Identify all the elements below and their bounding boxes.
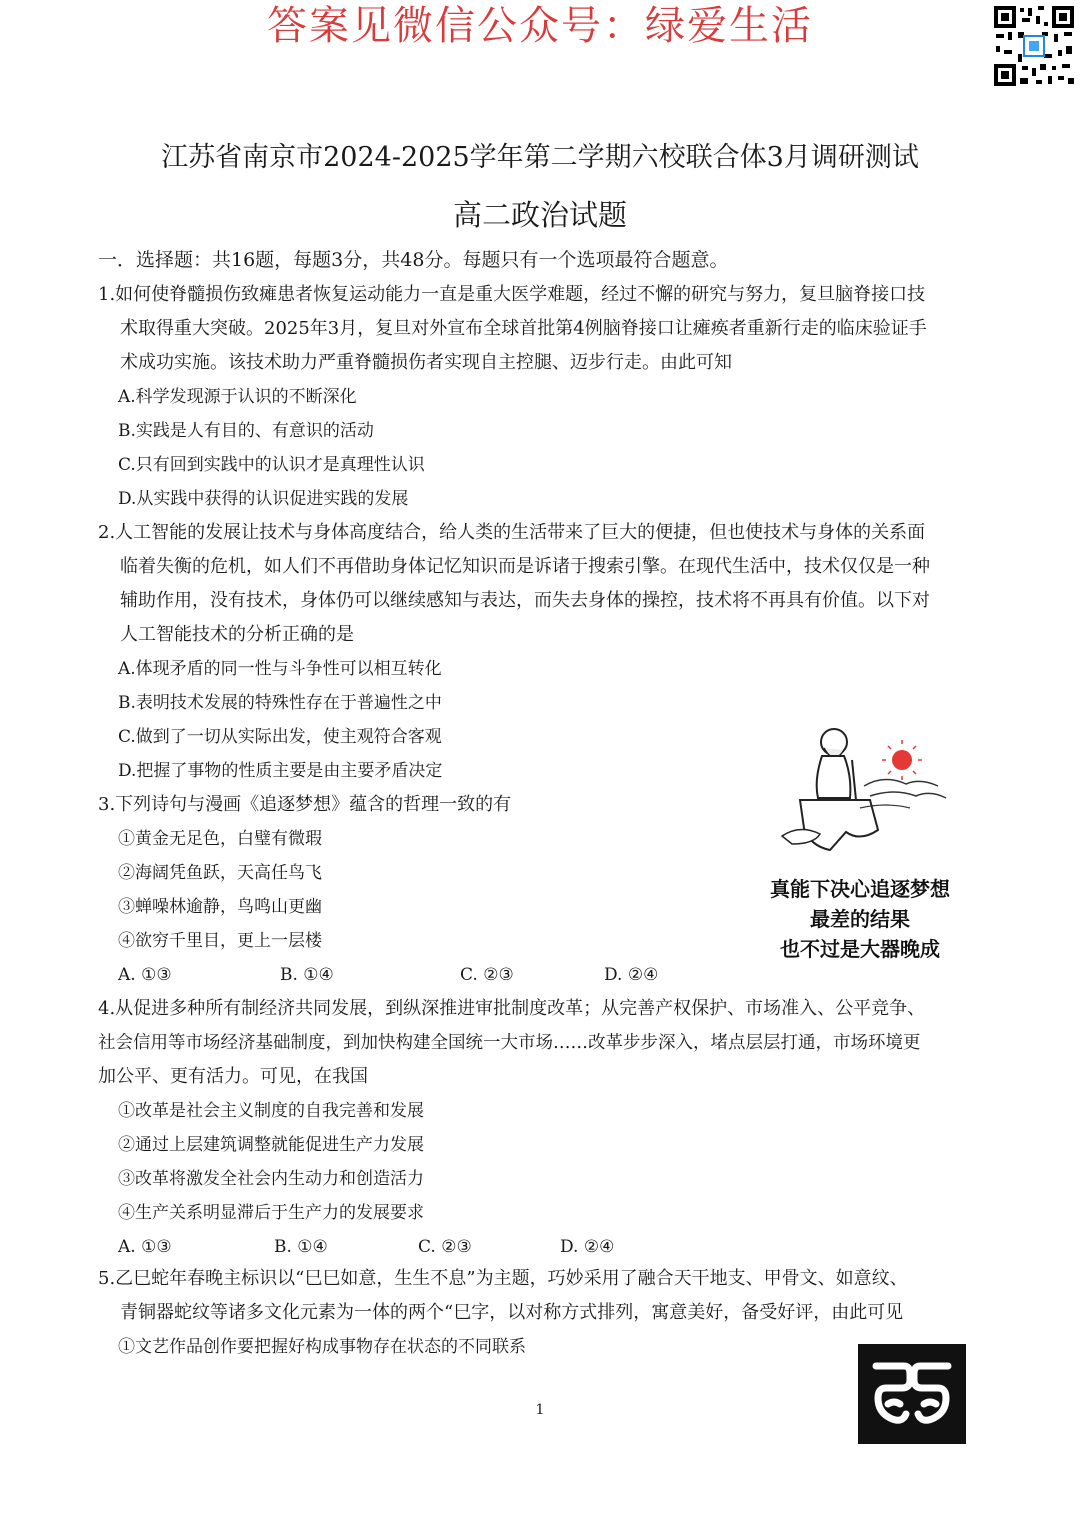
q3-choice-b: B. ①④ bbox=[280, 965, 334, 985]
q4-line-3: 加公平、更有活力。可见，在我国 bbox=[98, 1066, 368, 1087]
q1-line-1: 1.如何使脊髓损伤致瘫患者恢复运动能力一直是重大医学难题，经过不懈的研究与努力，复旦脑脊接口技 bbox=[98, 284, 926, 305]
q3-item-2: ②海阔凭鱼跃，天高任鸟飞 bbox=[118, 863, 322, 883]
exam-subtitle: 高二政治试题 bbox=[452, 198, 627, 232]
cartoon-caption-1: 真能下决心追逐梦想 bbox=[770, 877, 950, 901]
section-heading: 一．选择题：共16题，每题3分，共48分。每题只有一个选项最符合题意。 bbox=[98, 249, 729, 271]
q3-item-3: ③蝉噪林逾静，鸟鸣山更幽 bbox=[118, 897, 322, 917]
q5-line-2: 青铜器蛇纹等诸多文化元素为一体的两个“巳字，以对称方式排列，寓意美好，备受好评，由此可见 bbox=[120, 1302, 904, 1323]
q1-line-2: 术取得重大突破。2025年3月，复旦对外宣布全球首批第4例脑脊接口让瘫痪者重新行走的临床验证手 bbox=[120, 318, 927, 339]
page-number: 1 bbox=[535, 1402, 545, 1418]
q2-line-3: 辅助作用，没有技术，身体仍可以继续感知与表达，而失去身体的操控，技术将不再具有价值。以下对 bbox=[120, 590, 930, 611]
q2-option-c: C.做到了一切从实际出发，使主观符合客观 bbox=[118, 727, 442, 747]
qr-code-image bbox=[992, 4, 1076, 88]
q1-option-b: B.实践是人有目的、有意识的活动 bbox=[118, 421, 374, 441]
q4-choice-d: D. ②④ bbox=[560, 1237, 615, 1257]
q3-line-1: 3.下列诗句与漫画《追逐梦想》蕴含的哲理一致的有 bbox=[98, 794, 512, 815]
q1-line-3: 术成功实施。该技术助力严重脊髓损伤者实现自主控腿、迈步行走。由此可知 bbox=[120, 352, 732, 373]
q2-option-b: B.表明技术发展的特殊性存在于普遍性之中 bbox=[118, 693, 442, 713]
exam-title: 江苏省南京市2024-2025学年第二学期六校联合体3月调研测试 bbox=[161, 142, 919, 173]
q1-option-c: C.只有回到实践中的认识才是真理性认识 bbox=[118, 455, 425, 475]
q2-line-2: 临着失衡的危机，如人们不再借助身体记忆知识而是诉诸于搜索引擎。在现代生活中，技术仅仅是一种 bbox=[120, 556, 930, 577]
spring-festival-snake-logo bbox=[858, 1344, 966, 1444]
cartoon-caption-2: 最差的结果 bbox=[810, 907, 910, 931]
q3-choice-c: C. ②③ bbox=[460, 965, 514, 985]
cartoon-caption-3: 也不过是大器晚成 bbox=[780, 937, 940, 961]
q3-item-4: ④欲穷千里目，更上一层楼 bbox=[118, 931, 322, 951]
q3-item-1: ①黄金无足色，白璧有微瑕 bbox=[118, 829, 322, 849]
q1-option-d: D.从实践中获得的认识促进实践的发展 bbox=[118, 489, 409, 509]
q2-line-4: 人工智能技术的分析正确的是 bbox=[120, 624, 354, 645]
q4-line-2: 社会信用等市场经济基础制度，到加快构建全国统一大市场……改革步步深入，堵点层层打通，市场环境更 bbox=[98, 1033, 921, 1053]
promo-banner: 答案见微信公众号：绿爱生活 bbox=[267, 3, 813, 49]
q2-option-d: D.把握了事物的性质主要是由主要矛盾决定 bbox=[118, 761, 443, 781]
q2-line-1: 2.人工智能的发展让技术与身体高度结合，给人类的生活带来了巨大的便捷，但也使技术与身体的关系面 bbox=[98, 522, 926, 543]
q5-item-1: ①文艺作品创作要把握好构成事物存在状态的不同联系 bbox=[118, 1337, 526, 1357]
q4-item-4: ④生产关系明显滞后于生产力的发展要求 bbox=[118, 1203, 424, 1223]
q3-choice-d: D. ②④ bbox=[604, 965, 659, 985]
q4-line-1: 4.从促进多种所有制经济共同发展，到纵深推进审批制度改革；从完善产权保护、市场准入、公平竞争、 bbox=[98, 998, 926, 1019]
q4-item-2: ②通过上层建筑调整就能促进生产力发展 bbox=[118, 1135, 424, 1155]
q4-choice-a: A. ①③ bbox=[118, 1237, 172, 1257]
q4-choice-b: B. ①④ bbox=[274, 1237, 328, 1257]
cartoon-chasing-dreams bbox=[760, 720, 960, 970]
q5-line-1: 5.乙巳蛇年春晚主标识以“巳巳如意，生生不息”为主题，巧妙采用了融合天干地支、甲骨文、如意纹、 bbox=[98, 1268, 908, 1289]
q3-choice-a: A. ①③ bbox=[118, 965, 172, 985]
q2-option-a: A.体现矛盾的同一性与斗争性可以相互转化 bbox=[118, 659, 442, 679]
q1-option-a: A.科学发现源于认识的不断深化 bbox=[118, 387, 357, 407]
q4-item-3: ③改革将激发全社会内生动力和创造活力 bbox=[118, 1169, 424, 1189]
q4-item-1: ①改革是社会主义制度的自我完善和发展 bbox=[118, 1101, 424, 1121]
q4-choice-c: C. ②③ bbox=[418, 1237, 472, 1257]
